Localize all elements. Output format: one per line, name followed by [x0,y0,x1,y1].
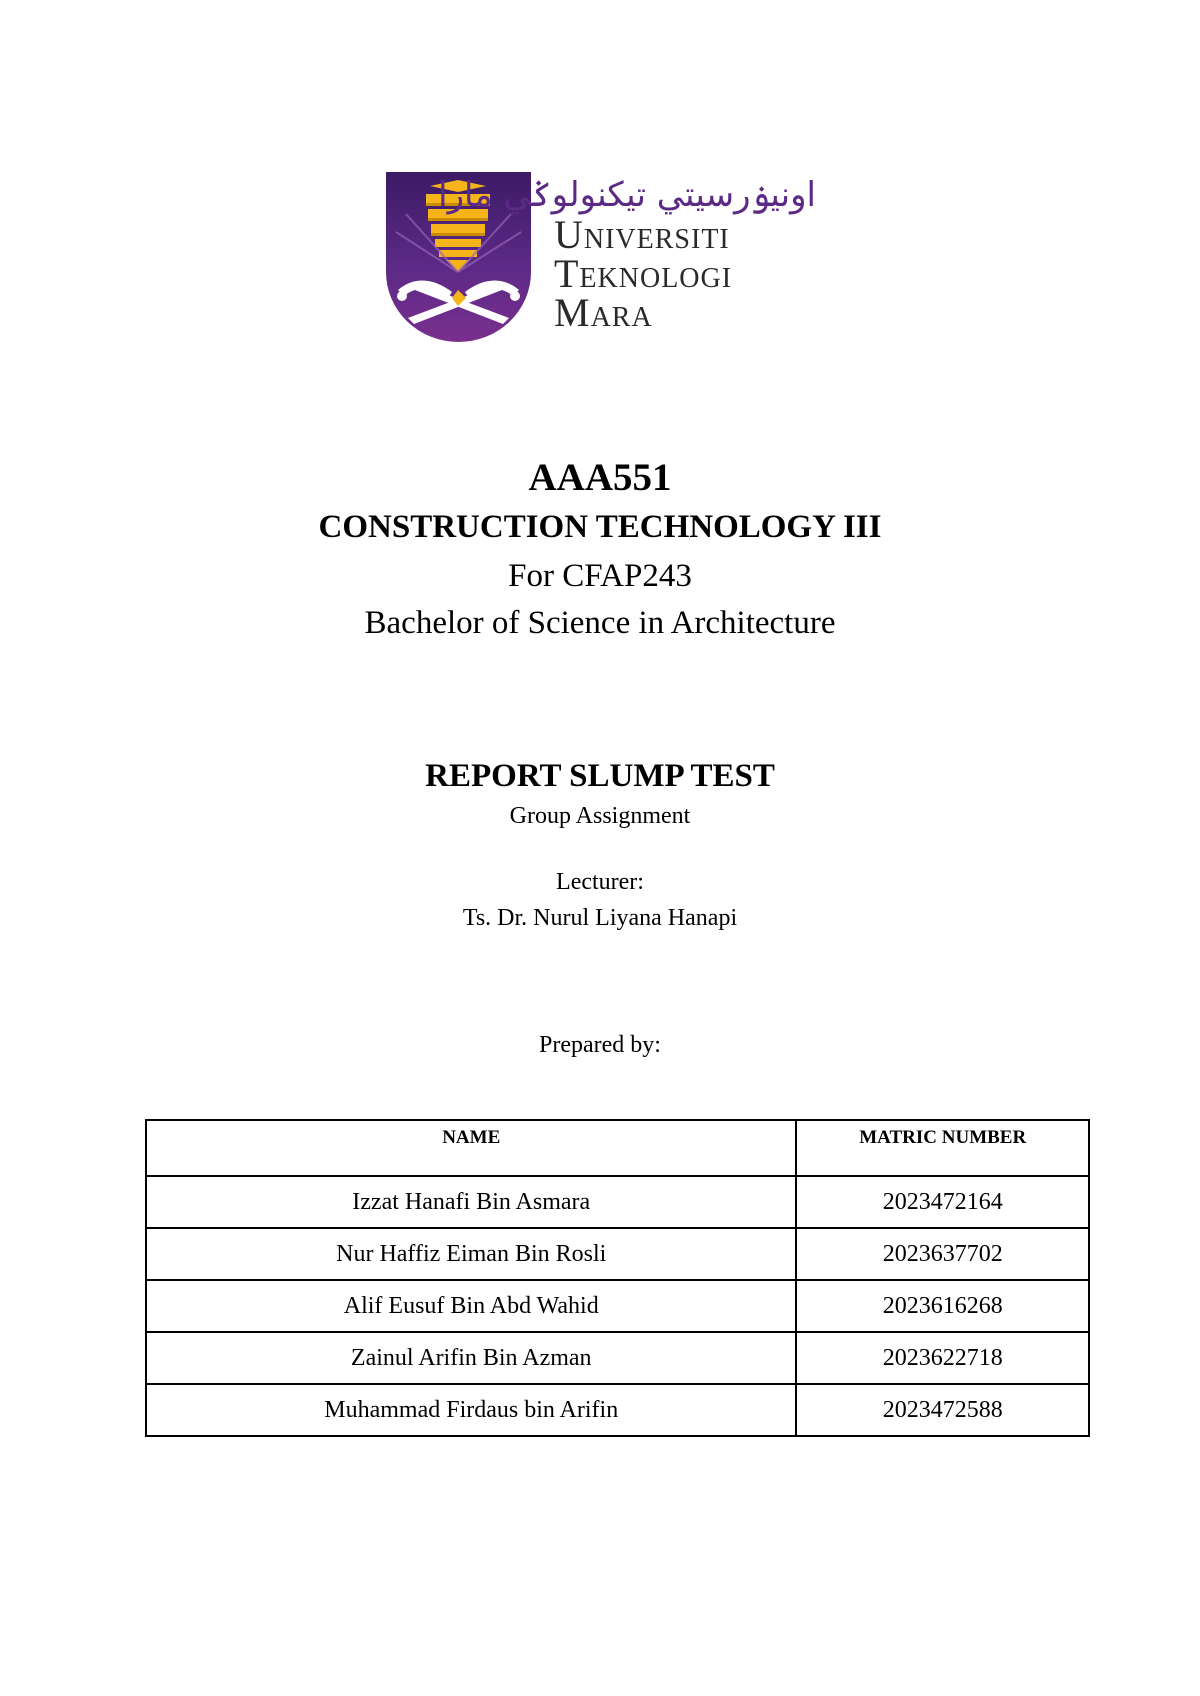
member-name: Muhammad Firdaus bin Arifin [146,1384,796,1436]
members-table [145,1119,1090,1437]
member-name: Nur Haffiz Eiman Bin Rosli [146,1228,796,1280]
member-name: Alif Eusuf Bin Abd Wahid [146,1280,796,1332]
table-row [146,1228,1089,1280]
member-matric: 2023472164 [796,1176,1089,1228]
member-matric: 2023616268 [796,1280,1089,1332]
program-code: For CFAP243 [508,558,692,594]
member-matric: 2023472588 [796,1384,1089,1436]
table-header-row [146,1120,1089,1176]
member-matric: 2023622718 [796,1332,1089,1384]
program-name: Bachelor of Science in Architecture [364,605,836,641]
member-matric: 2023637702 [796,1228,1089,1280]
member-name: Izzat Hanafi Bin Asmara [146,1176,796,1228]
table-row [146,1384,1089,1436]
table-row [146,1176,1089,1228]
member-name: Zainul Arifin Bin Azman [146,1332,796,1384]
university-logo [386,172,816,342]
report-title: REPORT SLUMP TEST [425,758,775,794]
logo-word-mara: Mara [554,290,653,335]
logo-word-universiti: Universiti [554,212,730,257]
logo-jawi-script: اونيۏرسيتي تيکنولوݢي مارا [438,175,816,215]
logo-wordmark [554,212,816,335]
course-name: CONSTRUCTION TECHNOLOGY III [318,509,882,545]
table-row [146,1280,1089,1332]
report-subtitle: Group Assignment [509,803,691,829]
table-row [146,1332,1089,1384]
lecturer-label: Lecturer: [556,869,644,895]
lecturer-name: Ts. Dr. Nurul Liyana Hanapi [462,905,738,931]
logo-word-teknologi: Teknologi [554,251,733,296]
name-column-header: NAME [146,1120,796,1176]
matric-column-header: MATRIC NUMBER [796,1120,1089,1176]
course-code: AAA551 [528,456,672,499]
prepared-by-label: Prepared by: [539,1032,661,1058]
